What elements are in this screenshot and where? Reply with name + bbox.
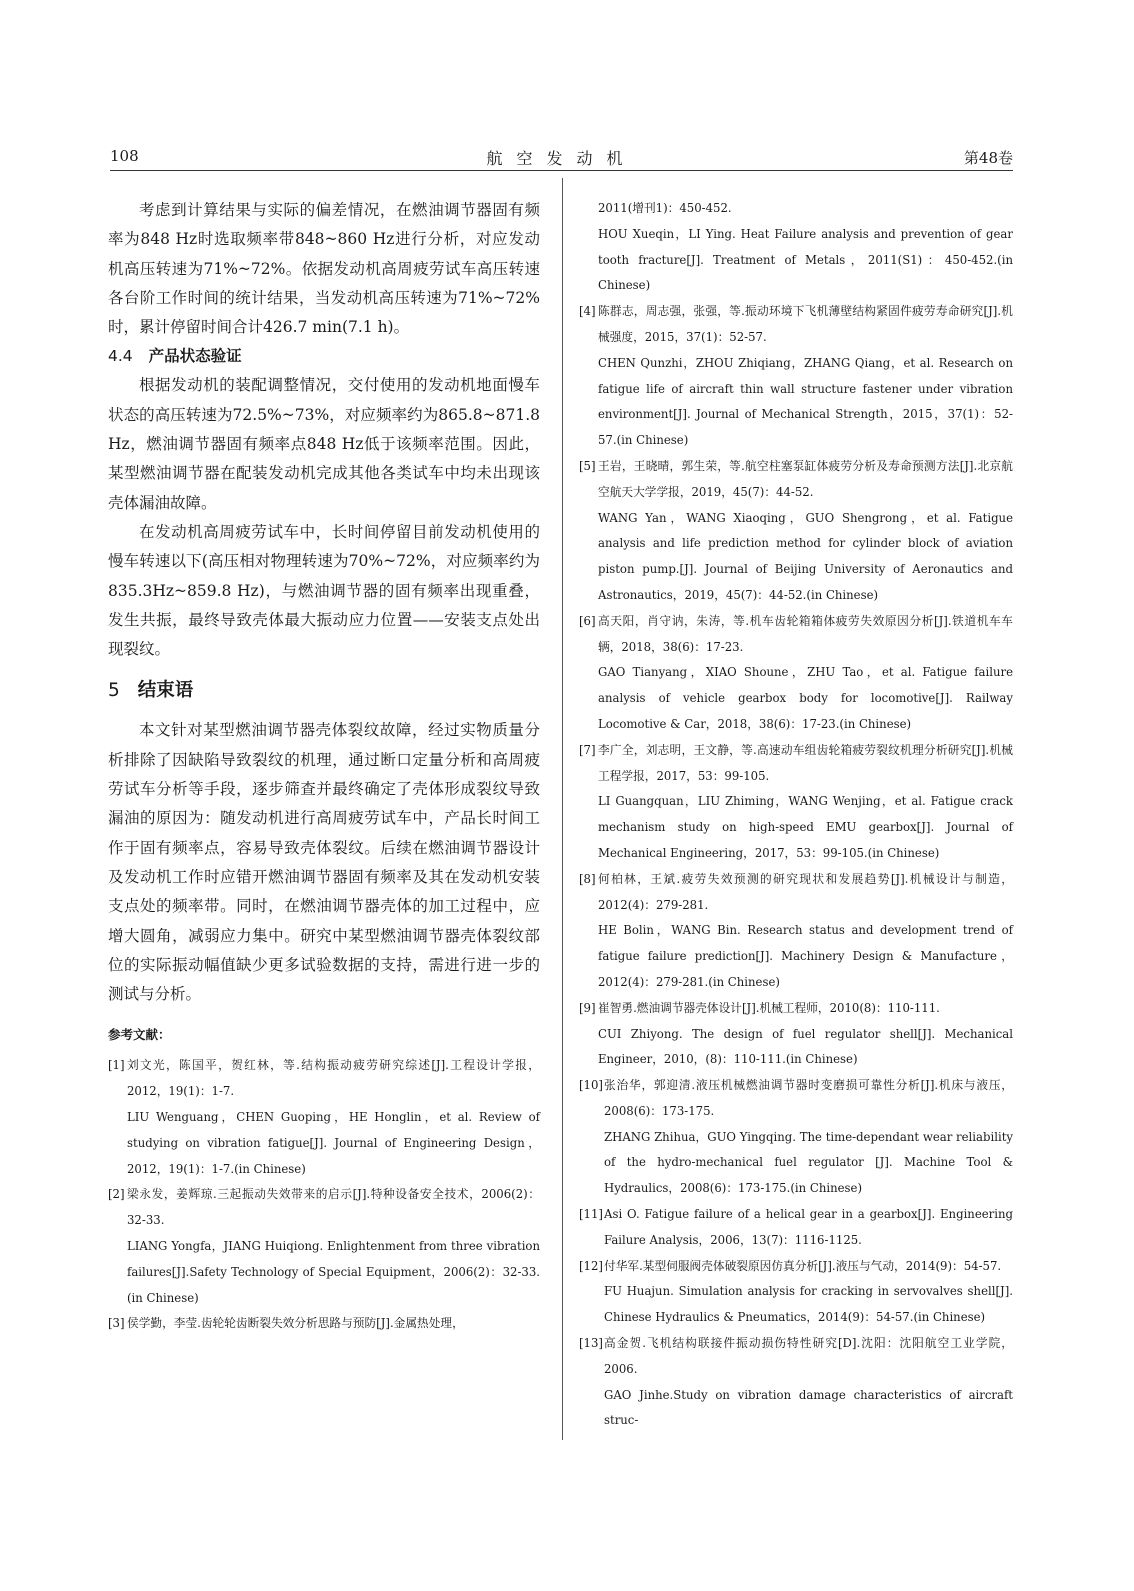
- reference-number: [8]: [579, 871, 596, 886]
- reference-english: LIANG Yongfa，JIANG Huiqiong. Enlightenment from three vibration failures[J].Safety Technology of Special Equipment，2006(2)：32-33.(in Chinese): [127, 1239, 540, 1305]
- body-paragraph: 本文针对某型燃油调节器壳体裂纹故障，经过实物质量分析排除了因缺陷导致裂纹的机理，通过断口定量分析和高周疲劳试车分析等手段，逐步筛查并最终确定了壳体形成裂纹导致漏油的原因为：随发动机进行高周疲劳试车中，产品长时间工作于固有频率点，容易导致壳体裂纹。后续在燃油调节器设计及发动机工作时应错开燃油调节器固有频率及其在发动机安装支点处的频率带。同时，在燃油调节器壳体的加工过程中，应增大圆角，减弱应力集中。研究中某型燃油调节器壳体裂纹部位的实际振动幅值缺少更多试验数据的支持，需进行进一步的测试与分析。: [108, 721, 540, 1004]
- section-5-heading: [108, 676, 540, 706]
- references-heading: 参考文献：: [108, 1027, 171, 1043]
- body-paragraph: 根据发动机的装配调整情况，交付使用的发动机地面慢车状态的高压转速为72.5%~73%，对应频率约为865.8~871.8 Hz，燃油调节器固有频率点848 Hz低于该频率范围。因此，某型燃油调节器在配装发动机完成其他各类试车中均未出现该壳体漏油故障。: [108, 376, 540, 512]
- reference-item: [579, 609, 1013, 738]
- body-paragraph: 考虑到计算结果与实际的偏差情况，在燃油调节器固有频率为848 Hz时选取频率带848~860 Hz进行分析，对应发动机高压转速为71%~72%。依据发动机高周疲劳试车高压转速各台阶工作时间的统计结果，当发动机高压转速为71%~72%时，累计停留时间合计426.7 min(7.1 h)。: [108, 201, 540, 337]
- section-title: 结束语: [137, 680, 194, 702]
- reference-number: [10]: [579, 1078, 603, 1093]
- section-number: 5: [108, 680, 120, 702]
- reference-number: [4]: [579, 304, 596, 319]
- reference-item: [579, 1254, 1013, 1331]
- section-title: 产品状态验证: [148, 347, 242, 366]
- reference-chinese: 付华军.某型伺服阀壳体破裂原因仿真分析[J].液压与气动，2014(9)：54-57.: [604, 1258, 1002, 1273]
- reference-number: [6]: [579, 613, 596, 628]
- section-number: 4.4: [108, 347, 133, 366]
- right-column: [579, 196, 1013, 1434]
- reference-chinese: 侯学勤，李莹.齿轮轮齿断裂失效分析思路与预防[J].金属热处理，: [127, 1316, 464, 1331]
- column-divider: [562, 178, 563, 1440]
- reference-chinese: 何柏林，王斌.疲劳失效预测的研究现状和发展趋势[J].机械设计与制造，2012(4)：279-281.: [598, 871, 1013, 912]
- reference-number: [3]: [108, 1316, 125, 1331]
- reference-chinese: Asi O. Fatigue failure of a helical gear in a gearbox[J]. Engineering Failure Analysis，2006，13(7)：1116-1125.: [604, 1207, 1013, 1247]
- reference-item: [579, 454, 1013, 609]
- reference-item: [108, 1182, 540, 1311]
- reference-item: [579, 996, 1013, 1073]
- reference-english: GAO Tianyang，XIAO Shoune，ZHU Tao，et al. Fatigue failure analysis of vehicle gearbox body for locomotive[J]. Railway Locomotive & Car，2018，38(6)：17-23.(in Chinese): [598, 665, 1013, 731]
- left-column: [108, 196, 540, 1337]
- reference-chinese: 李广全，刘志明，王文静，等.高速动车组齿轮箱疲劳裂纹机理分析研究[J].机械工程学报，2017，53：99-105.: [598, 742, 1013, 783]
- reference-item: [579, 867, 1013, 996]
- reference-chinese: 崔智勇.燃油调节器壳体设计[J].机械工程师，2010(8)：110-111.: [598, 1000, 940, 1015]
- reference-english: FU Huajun. Simulation analysis for cracking in servovalves shell[J]. Chinese Hydraulics & Pneumatics，2014(9)：54-57.(in Chinese): [604, 1284, 1013, 1325]
- reference-item: [579, 738, 1013, 867]
- reference-chinese: 高金贺.飞机结构联接件振动损伤特性研究[D].沈阳：沈阳航空工业学院，2006.: [604, 1336, 1013, 1376]
- volume-label: 第48卷: [963, 149, 1013, 167]
- reference-english: LI Guangquan，LIU Zhiming，WANG Wenjing，et al. Fatigue crack mechanism study on high-speed EMU gearbox[J]. Journal of Mechanical Engineering，2017，53：99-105.(in Chinese): [598, 794, 1013, 860]
- running-header: [110, 143, 1013, 169]
- reference-number: [9]: [579, 1000, 596, 1015]
- reference-number: [7]: [579, 742, 596, 757]
- reference-number: [11]: [579, 1207, 603, 1222]
- reference-english: CUI Zhiyong. The design of fuel regulator shell[J]. Mechanical Engineer，2010，(8)：110-111.(in Chinese): [598, 1026, 1013, 1067]
- reference-number: [12]: [579, 1258, 603, 1273]
- reference-item: [579, 1202, 1013, 1254]
- section-4-4-heading: [108, 342, 540, 371]
- reference-item: [108, 1053, 540, 1182]
- reference-chinese: 张治华，郭迎清.液压机械燃油调节器时变磨损可靠性分析[J].机床与液压，2008(6)：173-175.: [604, 1078, 1013, 1118]
- reference-chinese: 梁永发，姜辉琼.三起振动失效带来的启示[J].特种设备安全技术，2006(2)：32-33.: [127, 1187, 540, 1228]
- reference-english: HE Bolin，WANG Bin. Research status and development trend of fatigue failure prediction[J]. Machinery Design & Manufacture，2012(4)：279-281.(in Chinese): [598, 923, 1013, 989]
- reference-list: [579, 299, 1013, 1434]
- page-number: 108: [110, 147, 139, 165]
- reference-number: [2]: [108, 1187, 125, 1202]
- reference-chinese: 陈群志，周志强，张强，等.振动环境下飞机薄壁结构紧固件疲劳寿命研究[J].机械强度，2015，37(1)：52-57.: [598, 304, 1013, 344]
- reference-number: [5]: [579, 458, 596, 473]
- reference-item: [579, 299, 1013, 454]
- reference-english: CHEN Qunzhi，ZHOU Zhiqiang，ZHANG Qiang，et al. Research on fatigue life of aircraft thin wall structure fastener under vibration environment[J]. Journal of Mechanical Strength，2015，37(1)：52-57.(in Chinese): [598, 355, 1013, 448]
- reference-english: WANG Yan，WANG Xiaoqing，GUO Shengrong，et al. Fatigue analysis and life prediction method for cylinder block of aviation piston pump.[J]. Journal of Beijing University of Aeronautics and Astronautics，2019，45(7)：44-52.(in Chinese): [598, 510, 1013, 602]
- reference-chinese: 2011(增刊1)：450-452.: [598, 201, 732, 215]
- journal-title: 航空发动机: [486, 149, 637, 168]
- reference-continuation: [579, 196, 1013, 299]
- reference-item: [579, 1331, 1013, 1434]
- header-rule: [110, 170, 1013, 171]
- reference-item: [579, 1073, 1013, 1202]
- reference-english: ZHANG Zhihua，GUO Yingqing. The time-dependant wear reliability of the hydro-mechanical fuel regulator [J]. Machine Tool & Hydraulics，2008(6)：173-175.(in Chinese): [604, 1129, 1013, 1196]
- reference-english: HOU Xueqin，LI Ying. Heat Failure analysis and prevention of gear tooth fracture[J]. Treatment of Metals，2011(S1)：450-452.(in Chinese): [598, 226, 1013, 293]
- reference-item: [108, 1311, 540, 1337]
- reference-english: GAO Jinhe.Study on vibration damage characteristics of aircraft struc-: [604, 1387, 1013, 1428]
- reference-number: [1]: [108, 1058, 125, 1073]
- reference-chinese: 高天阳，肖守讷，朱涛，等.机车齿轮箱箱体疲劳失效原因分析[J].铁道机车车辆，2018，38(6)：17-23.: [598, 613, 1013, 654]
- reference-list: [108, 1053, 540, 1337]
- reference-chinese: 王岩，王晓晴，郭生荣，等.航空柱塞泵缸体疲劳分析及寿命预测方法[J].北京航空航天大学学报，2019，45(7)：44-52.: [598, 458, 1013, 499]
- reference-number: [13]: [579, 1336, 603, 1351]
- reference-english: LIU Wenguang，CHEN Guoping，HE Honglin，et al. Review of studying on vibration fatigue[J]. Journal of Engineering Design，2012，19(1)：1-7.(in Chinese): [127, 1110, 540, 1176]
- body-paragraph: 在发动机高周疲劳试车中，长时间停留目前发动机使用的慢车转速以下(高压相对物理转速为70%~72%，对应频率约为835.3Hz~859.8 Hz)，与燃油调节器的固有频率出现重叠，发生共振，最终导致壳体最大振动应力位置——安装支点处出现裂纹。: [108, 522, 540, 659]
- reference-chinese: 刘文光，陈国平，贺红林，等.结构振动疲劳研究综述[J].工程设计学报，2012，19(1)：1-7.: [127, 1058, 540, 1099]
